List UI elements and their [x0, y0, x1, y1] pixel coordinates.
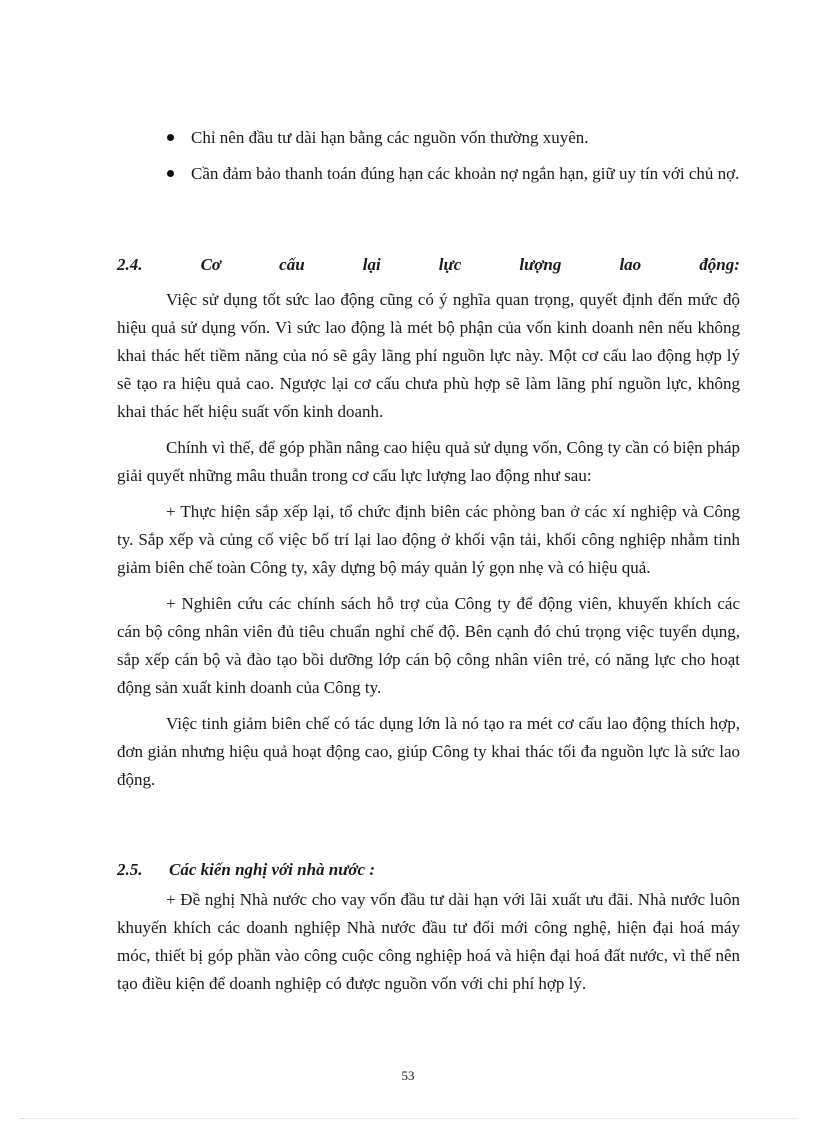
heading-word: lực	[438, 255, 462, 274]
section-2-4-body	[117, 286, 740, 802]
paragraph: + Nghiên cứu các chính sách hỗ trợ của Công ty để động viên, khuyến khích các cán bộ công nhân viên đủ tiêu chuẩn nghỉ chế độ. Bên cạnh đó chú trọng việc tuyển dụng, sắp xếp cán bộ và đào tạo bồi dưỡng lớp cán bộ công nhân viên trẻ, có năng lực cho hoạt động sản xuất kinh doanh của Công ty.	[117, 594, 740, 697]
heading-word: cấu	[279, 255, 305, 274]
paragraph: Việc sử dụng tốt sức lao động cũng có ý nghĩa quan trọng, quyết định đến mức độ hiệu quả sử dụng vốn. Vì sức lao động là mét bộ phận của vốn kinh doanh nên nếu không khai thác hết tiềm năng của nó sẽ gây lãng phí nguồn lực này. Một cơ cấu lao động hợp lý sẽ tạo ra hiệu quả cao. Ngược lại cơ cấu chưa phù hợp sẽ làm lãng phí nguồn lực, không khai thác hết hiệu suất vốn kinh doanh.	[117, 290, 740, 421]
paragraph: + Thực hiện sắp xếp lại, tổ chức định biên các phòng ban ở các xí nghiệp và Công ty. Sắp xếp và củng cố việc bố trí lại lao động ở khối vận tải, khối công nghiệp nhằm tinh giảm biên chế toàn Công ty, xây dựng bộ máy quản lý gọn nhẹ và có hiệu quả.	[117, 502, 740, 577]
bullet-list	[165, 125, 740, 197]
bullet-dot-icon	[167, 170, 174, 177]
bullet-dot-icon	[167, 134, 174, 141]
paragraph: Việc tinh giảm biên chế có tác dụng lớn là nó tạo ra mét cơ cấu lao động thích hợp, đơn giản nhưng hiệu quả hoạt động cao, giúp Công ty khai thác tối đa nguồn lực là sức lao động.	[117, 714, 740, 789]
heading-title: Các kiến nghị với nhà nước :	[169, 860, 376, 879]
bullet-text: Chỉ nên đầu tư dài hạn bằng các nguồn vốn thường xuyên.	[191, 128, 589, 147]
section-heading-2-5	[117, 860, 740, 880]
bullet-text: Cần đảm bảo thanh toán đúng hạn các khoản nợ ngắn hạn, giữ uy tín với chủ nợ.	[191, 164, 740, 183]
heading-word: 2.4.	[117, 255, 143, 274]
page-bottom-divider	[20, 1118, 796, 1119]
heading-word: Cơ	[200, 255, 222, 274]
paragraph: + Đề nghị Nhà nước cho vay vốn đầu tư dài hạn với lãi xuất ưu đãi. Nhà nước luôn khuyến khích các doanh nghiệp Nhà nước đầu tư đổi mới công nghệ, hiện đại hoá máy móc, thiết bị góp phần vào công cuộc công nghiệp hoá và hiện đại hoá đất nước, vì thế nên tạo điều kiện để doanh nghiệp có được nguồn vốn với chi phí hợp lý.	[117, 890, 740, 993]
heading-word: động:	[699, 255, 740, 274]
heading-word: lại	[362, 255, 381, 274]
heading-number: 2.5.	[117, 860, 143, 879]
section-2-5-body	[117, 886, 740, 1006]
bullet-item	[165, 125, 740, 151]
page-number: 53	[401, 1068, 415, 1083]
heading-word: lao	[619, 255, 642, 274]
heading-word: lượng	[519, 255, 562, 274]
section-heading-2-4	[117, 255, 740, 275]
paragraph: Chính vì thế, để góp phần nâng cao hiệu quả sử dụng vốn, Công ty cần có biện pháp giải quyết những mâu thuẫn trong cơ cấu lực lượng lao động như sau:	[117, 438, 740, 485]
bullet-item	[165, 161, 740, 187]
